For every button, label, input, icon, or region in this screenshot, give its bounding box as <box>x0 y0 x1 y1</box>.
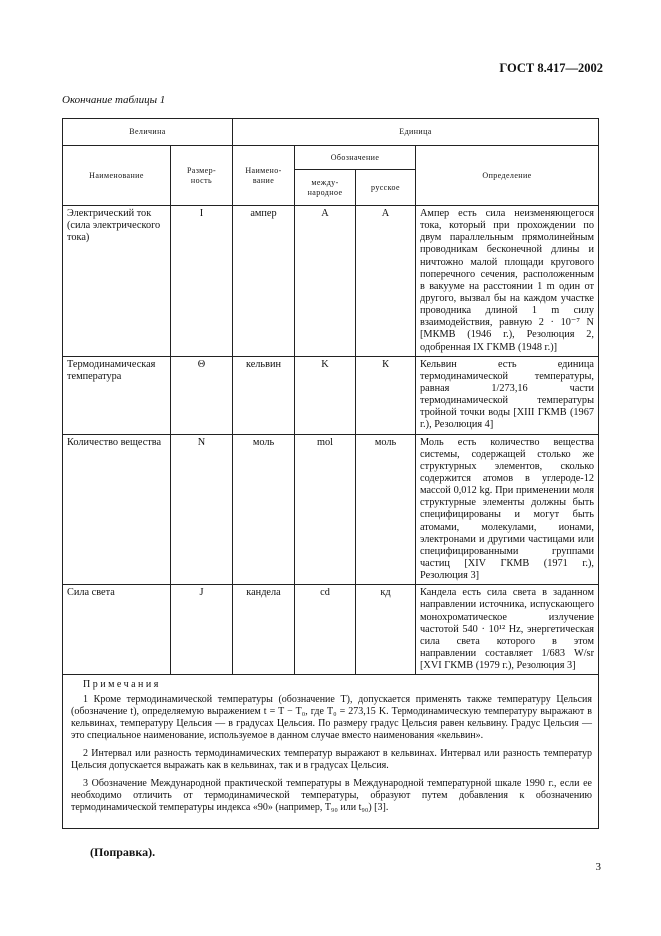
amendment-note: (Поправка). <box>90 845 156 859</box>
standard-header: ГОСТ 8.417—2002 <box>499 61 603 75</box>
quantity-name: Количество вещества <box>63 434 171 585</box>
unit-definition: Моль есть количество вещества системы, содержащей столько же структурных элементов, сколько содержится атомов в углероде-12 массой 0,012 kg. При применении моля структурные элементы должны быть специфицированы и могут быть атомами, молекулами, ионами, электронами и другими частицами или специфицированными группами частиц [XIV ГКМВ (1971 г.), Резолюция 3] <box>416 434 599 585</box>
table-row <box>63 206 599 357</box>
header-designation: Обозначение <box>295 146 416 170</box>
header-unit-name: Наимено- вание <box>233 146 295 206</box>
quantity-name: Термодинамическая температура <box>63 356 171 434</box>
unit-symbol-international: cd <box>295 585 356 675</box>
notes-title: Примечания <box>83 679 161 691</box>
unit-name: ампер <box>233 206 295 357</box>
notes-row <box>63 675 599 829</box>
header-quantity: Величина <box>63 119 233 146</box>
table-notes <box>63 675 599 829</box>
unit-symbol-international: mol <box>295 434 356 585</box>
unit-symbol-international: A <box>295 206 356 357</box>
quantity-dimension: Θ <box>171 356 233 434</box>
unit-symbol-russian: моль <box>356 434 416 585</box>
unit-symbol-russian: К <box>356 356 416 434</box>
quantity-name: Электрический ток (сила электрического тока) <box>63 206 171 357</box>
note-item: 1 Кроме термодинамической температуры (обозначение T), допускается применять также температуру Цельсия (обозначение t), определяемую выражением t = T − T₀, где T₀ = 273,15 K. Термодинамическую температуру выражают в кельвинах, температуру Цельсия — в градусах Цельсия. По размеру градус Цельсия равен кельвину. Градус Цельсия — это специальное наименование, используемое в данном случае вместо наименования «кельвин». <box>71 694 592 742</box>
table-row <box>63 434 599 585</box>
unit-definition: Кандела есть сила света в заданном направлении источника, испускающего монохроматическое излучение частотой 540 · 10¹² Hz, энергетическая сила света которого в этом направлении составляет 1/683 W/sr [XVI ГКМВ (1979 г.), Резолюция 3] <box>416 585 599 675</box>
header-definition: Определение <box>416 146 599 206</box>
note-item: 3 Обозначение Международной практической температуры в Международной температурной шкале 1990 г., если ее необходимо отличить от термодинамической температуры, образуют путем добавления к обозначению термодинамической температуры индекса «90» (например, T₉₀ или t₉₀) [3]. <box>71 778 592 814</box>
header-international: между- народное <box>295 170 356 206</box>
quantity-name: Сила света <box>63 585 171 675</box>
unit-symbol-international: K <box>295 356 356 434</box>
unit-symbol-russian: кд <box>356 585 416 675</box>
table-caption: Окончание таблицы 1 <box>62 94 166 106</box>
note-item: 2 Интервал или разность термодинамических температур выражают в кельвинах. Интервал или разность температур Цельсия допускается выражать как в кельвинах, так и в градусах Цельсия. <box>71 748 592 772</box>
header-russian: русское <box>356 170 416 206</box>
header-unit: Единица <box>233 119 599 146</box>
quantity-dimension: J <box>171 585 233 675</box>
unit-name: кельвин <box>233 356 295 434</box>
header-name: Наименование <box>63 146 171 206</box>
quantity-dimension: N <box>171 434 233 585</box>
unit-definition: Кельвин есть единица термодинамической температуры, равная 1/273,16 части термодинамической температуры тройной точки воды [XIII ГКМВ (1967 г.), Резолюция 4] <box>416 356 599 434</box>
header-dimension: Размер- ность <box>171 146 233 206</box>
unit-symbol-russian: А <box>356 206 416 357</box>
table-row <box>63 585 599 675</box>
unit-name: моль <box>233 434 295 585</box>
unit-name: кандела <box>233 585 295 675</box>
page-number: 3 <box>595 861 601 873</box>
quantity-dimension: I <box>171 206 233 357</box>
table-row <box>63 356 599 434</box>
unit-definition: Ампер есть сила неизменяющегося тока, который при прохождении по двум параллельным прямолинейным проводникам бесконечной длины и ничтожно малой площади кругового поперечного сечения, расположенным в вакууме на расстоянии 1 m один от другого, вызвал бы на каждом участке проводника длиной 1 m силу взаимодействия, равную 2 · 10⁻⁷ N [МКМВ (1946 г.), Резолюция 2, одобренная IX ГКМВ (1948 г.)] <box>416 206 599 357</box>
units-table <box>62 118 599 829</box>
